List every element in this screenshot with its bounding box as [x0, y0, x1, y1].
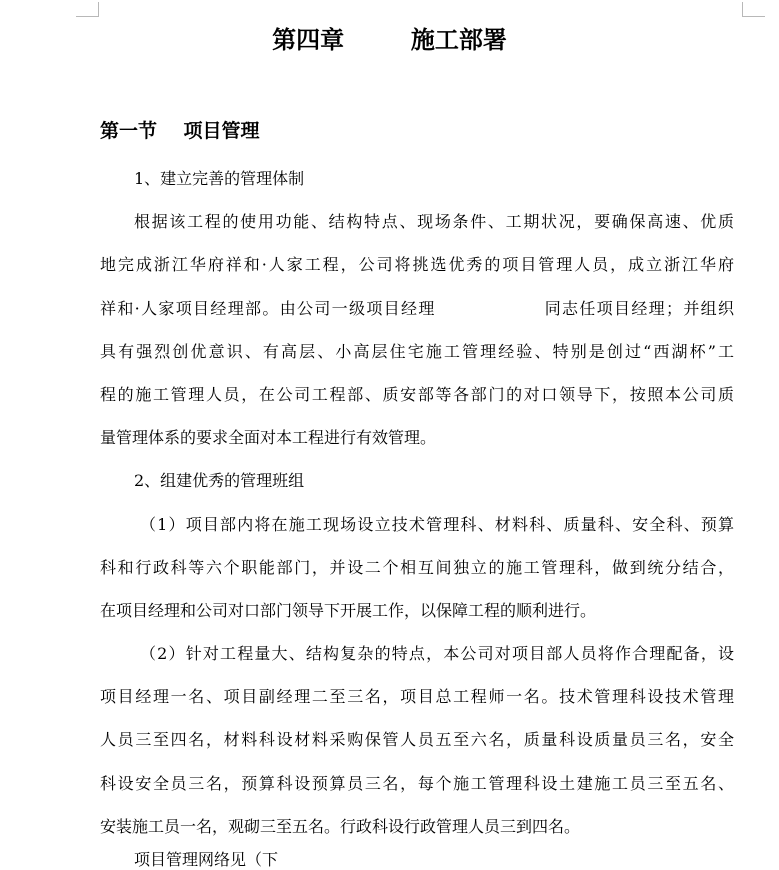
text-line: 地完成浙江华府祥和·人家工程，公司将挑选优秀的项目管理人员，成立浙江华府: [100, 255, 734, 275]
crop-mark-top-right: [742, 2, 765, 17]
text-line: 根据该工程的使用功能、结构特点、现场条件、工期状况，要确保高速、优质: [134, 212, 734, 232]
subheading-management-team: 2、组建优秀的管理班组: [134, 471, 305, 491]
text-line: 量管理体系的要求全面对本工程进行有效管理。: [100, 428, 437, 448]
text-line: 人员三至四名，材料科设材料采购保管人员五至六名，质量科设质量员三名，安全: [100, 730, 734, 750]
section-title: 第一节 项目管理: [100, 120, 260, 142]
text-line: 祥和·人家项目经理部。由公司一级项目经理 同志任项目经理；并组织: [100, 298, 734, 318]
text-line: 科和行政科等六个职能部门，并设二个相互间独立的施工管理科，做到统分结合，: [100, 557, 734, 577]
crop-mark-top-left: [76, 2, 99, 17]
text-line: 科设安全员三名，预算科设预算员三名，每个施工管理科设土建施工员三至五名、: [100, 773, 734, 793]
partial-text-line: 项目管理网络见（下: [134, 850, 279, 869]
text-line: （1）项目部内将在施工现场设立技术管理科、材料科、质量科、安全科、预算: [140, 514, 734, 534]
chapter-title: 第四章 施工部署: [272, 26, 507, 54]
text-line: 安装施工员一名，观砌三至五名。行政科设行政管理人员三到四名。: [100, 816, 581, 836]
subheading-management-system: 1、建立完善的管理体制: [134, 169, 305, 188]
text-line: 具有强烈创优意识、有高层、小高层住宅施工管理经验、特别是创过“西湖杯”工: [100, 341, 734, 361]
document-body: [100, 157, 734, 848]
text-line: （2）针对工程量大、结构复杂的特点，本公司对项目部人员将作合理配备，设: [140, 644, 734, 664]
text-line: 程的施工管理人员，在公司工程部、质安部等各部门的对口领导下，按照本公司质: [100, 384, 734, 404]
text-line: 项目经理一名、项目副经理二至三名，项目总工程师一名。技术管理科设技术管理: [100, 687, 734, 707]
text-line: 在项目经理和公司对口部门领导下开展工作，以保障工程的顺利进行。: [100, 600, 597, 620]
